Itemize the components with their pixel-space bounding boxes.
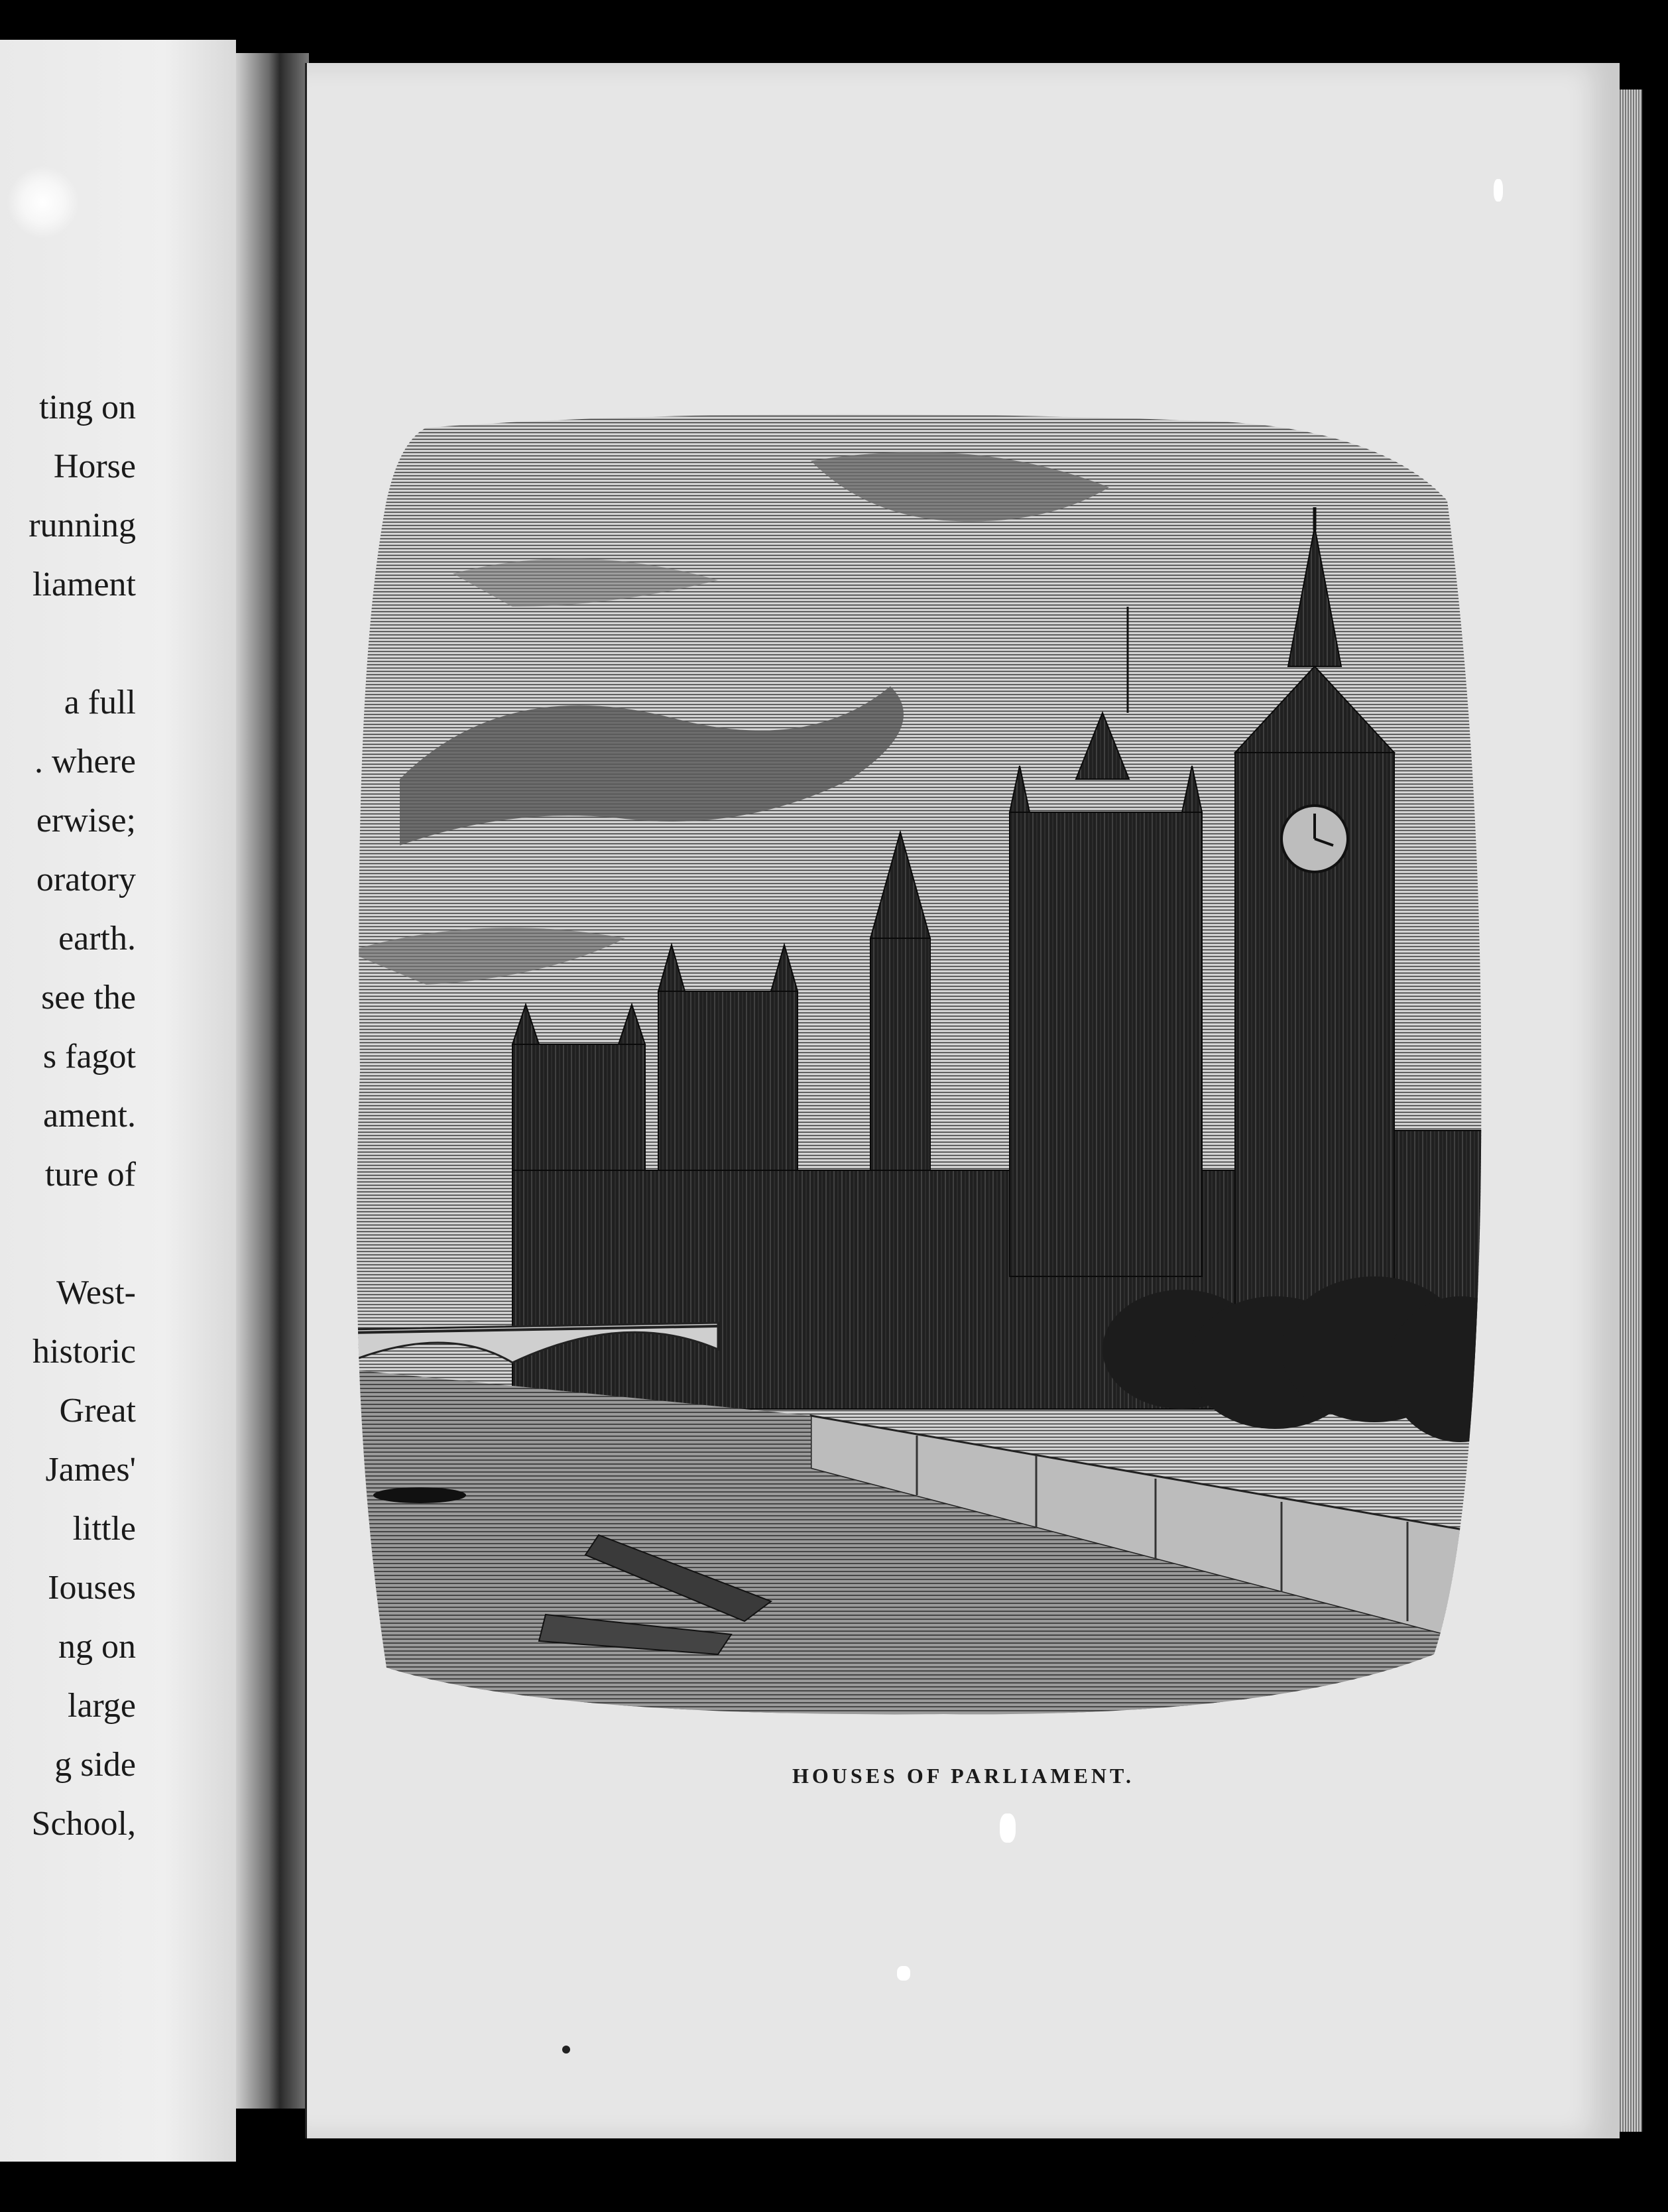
left-page-text: [0, 378, 136, 1853]
text-line: ng on: [58, 1628, 136, 1666]
light-glare: [7, 166, 80, 239]
text-line: Horse: [53, 448, 136, 485]
text-line: large: [68, 1687, 136, 1725]
text-line: a full: [64, 684, 136, 721]
text-line: little: [72, 1510, 136, 1548]
text-line: Iouses: [48, 1569, 136, 1607]
text-line: James': [45, 1451, 136, 1489]
text-line: ting on: [39, 389, 136, 426]
right-page: [305, 63, 1620, 2138]
text-line: ture of: [44, 1156, 136, 1194]
left-page: [0, 40, 236, 2162]
text-line: oratory: [36, 861, 136, 898]
page-edges: [1620, 90, 1642, 2132]
paragraph-gap: [0, 1204, 136, 1263]
text-line: School,: [31, 1805, 136, 1843]
dust-speck: [1494, 179, 1503, 202]
text-line: Great: [59, 1392, 136, 1430]
dust-speck: [897, 1966, 910, 1981]
text-line: g side: [54, 1746, 136, 1784]
book-gutter: [236, 53, 309, 2109]
text-line: s fagot: [42, 1038, 136, 1075]
engraving-caption: HOUSES OF PARLIAMENT.: [792, 1764, 1134, 1788]
text-line: . where: [34, 743, 136, 780]
text-line: historic: [32, 1333, 136, 1371]
houses-of-parliament-engraving: [347, 408, 1494, 1721]
text-line: running: [29, 507, 136, 544]
text-line: West-: [56, 1274, 136, 1312]
text-line: erwise;: [36, 802, 136, 839]
dust-speck: [1000, 1813, 1016, 1843]
text-line: earth.: [58, 920, 136, 957]
text-line: liament: [32, 566, 136, 603]
paragraph-gap: [0, 614, 136, 673]
dust-speck: [562, 2046, 570, 2054]
text-line: ament.: [42, 1097, 136, 1135]
text-line: see the: [41, 979, 136, 1016]
